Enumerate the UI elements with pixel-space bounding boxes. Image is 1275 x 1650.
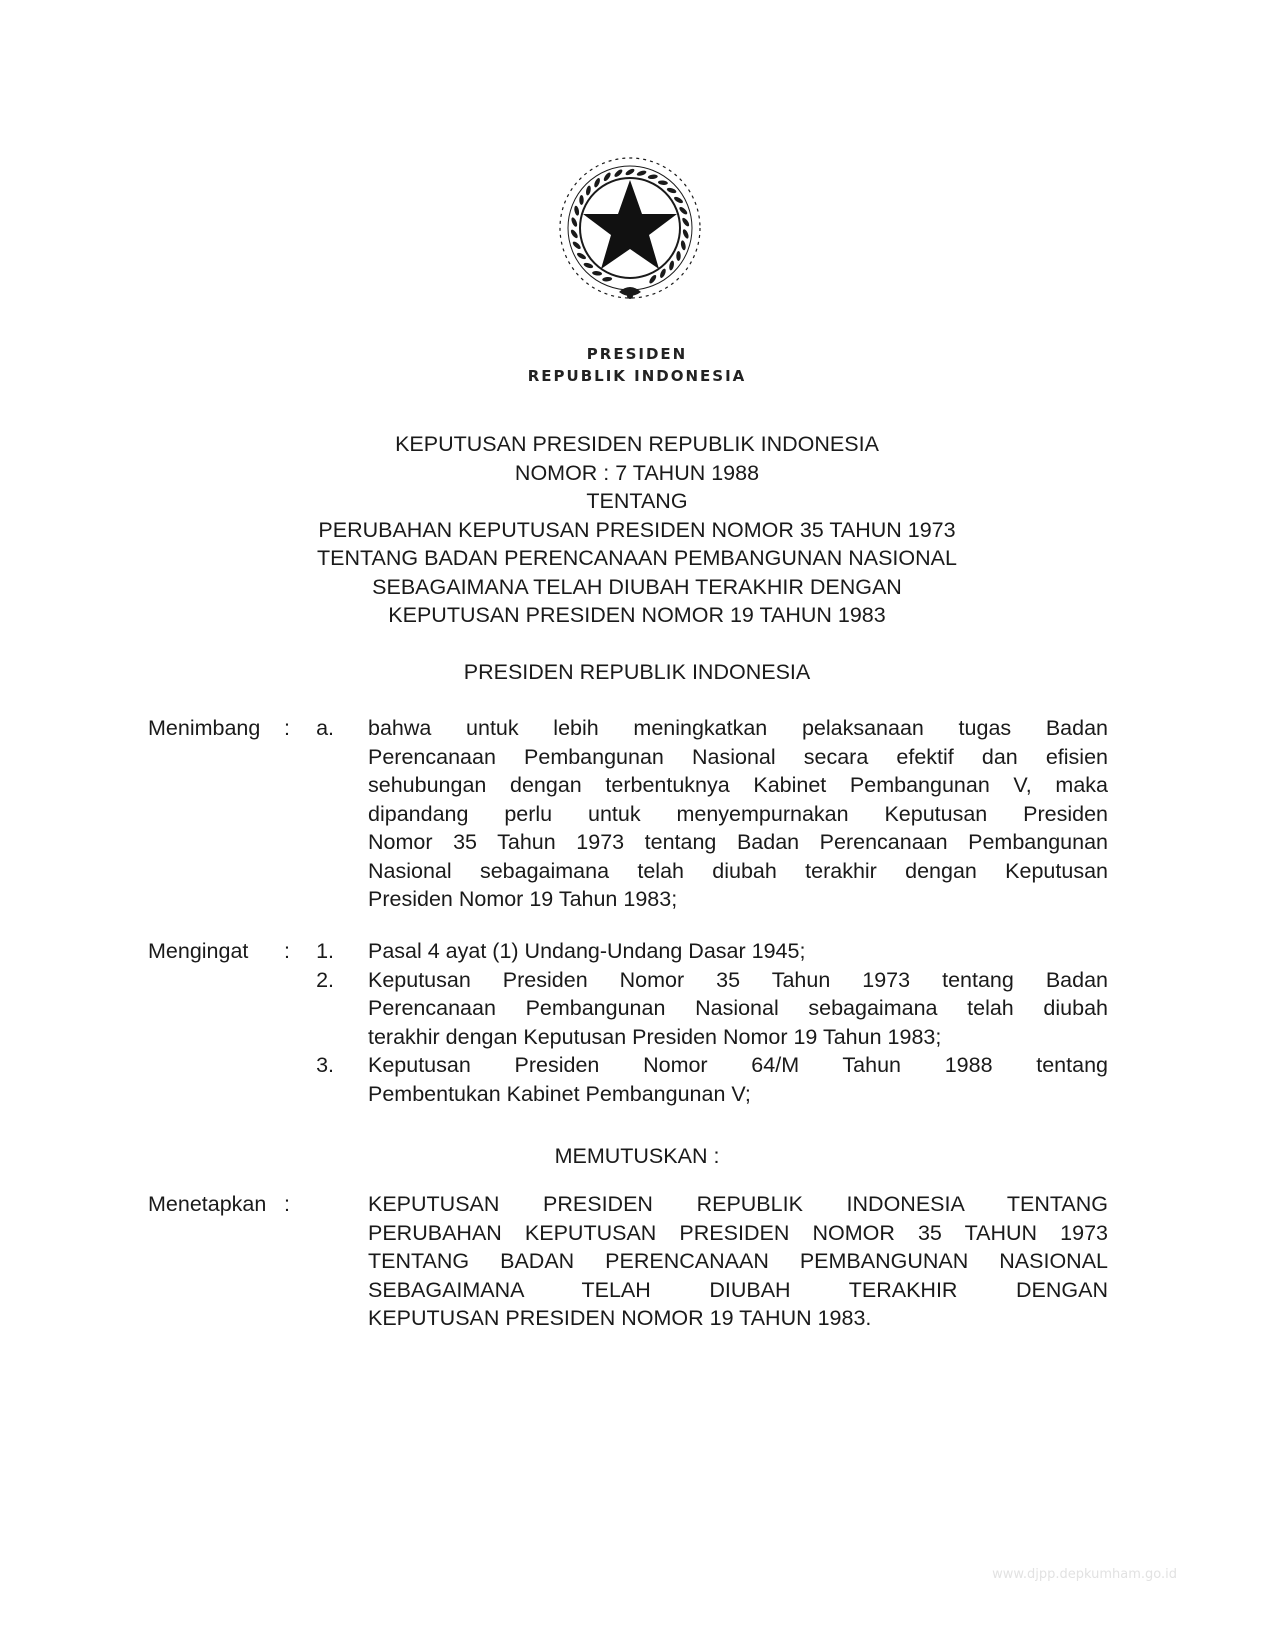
text-line: Keputusan Presiden Nomor 35 Tahun 1973 tentang Badan <box>368 967 1108 992</box>
wreath-leaf <box>572 240 582 250</box>
title-line: SEBAGAIMANA TELAH DIUBAH TERAKHIR DENGAN <box>372 574 902 599</box>
section-colon: : <box>284 1192 290 1216</box>
menetapkan-section <box>148 1190 1113 1333</box>
title-line: PERUBAHAN KEPUTUSAN PRESIDEN NOMOR 35 TAHUN 1973 <box>318 517 956 542</box>
menetapkan-item <box>148 1190 1113 1333</box>
wreath-leaf <box>682 228 690 239</box>
star-icon <box>583 180 677 269</box>
section-label: Mengingat <box>148 939 249 963</box>
text-line: Nasional sebagaimana telah diubah terakhir dengan Keputusan <box>368 858 1108 883</box>
mengingat-item-1 <box>148 937 1113 966</box>
text-line: Nomor 35 Tahun 1973 tentang Badan Perencanaan Pembangunan <box>368 830 1108 854</box>
decide-heading: MEMUTUSKAN : <box>554 1144 720 1168</box>
wreath-leaf <box>648 174 658 179</box>
title-line: TENTANG BADAN PERENCANAAN PEMBANGUNAN NASIONAL <box>317 546 957 570</box>
wreath-leaf <box>676 251 680 261</box>
wreath-leaf <box>613 168 623 178</box>
section-label: Menetapkan <box>148 1192 267 1216</box>
title-line: TENTANG <box>586 489 688 513</box>
text-line: SEBAGAIMANA TELAH DIUBAH TERAKHIR DENGAN <box>368 1277 1108 1302</box>
emblem-caption-title: PRESIDEN <box>586 345 688 363</box>
title-line: NOMOR : 7 TAHUN 1988 <box>514 460 760 485</box>
president-heading: PRESIDEN REPUBLIK INDONESIA <box>463 660 811 684</box>
section-colon: : <box>284 716 290 740</box>
emblem-caption-country: REPUBLIK INDONESIA <box>527 367 747 385</box>
wreath-leaf <box>681 217 690 228</box>
text-line: KEPUTUSAN PRESIDEN REPUBLIK INDONESIA TENTANG <box>368 1192 1108 1216</box>
wreath-leaf <box>658 180 668 185</box>
wreath-leaf <box>579 195 583 205</box>
mengingat-item-2 <box>148 966 1113 1052</box>
item-text <box>368 937 1108 966</box>
text-line: bahwa untuk lebih meningkatkan pelaksanaan tugas Badan <box>368 716 1108 740</box>
wreath-leaf <box>602 171 611 182</box>
wreath-leaf <box>585 185 591 196</box>
item-text <box>368 1051 1108 1108</box>
item-number: a. <box>316 716 334 740</box>
mengingat-section <box>148 937 1113 1108</box>
text-line: PERUBAHAN KEPUTUSAN PRESIDEN NOMOR 35 TAHUN 1973 <box>368 1220 1108 1245</box>
text-line: Keputusan Presiden Nomor 64/M Tahun 1988 tentang <box>368 1053 1108 1077</box>
wreath-leaf <box>625 168 636 177</box>
text-line: Perencanaan Pembangunan Nasional secara efektif dan efisien <box>368 744 1108 769</box>
source-watermark: www.djpp.depkumham.go.id <box>992 1567 1177 1582</box>
mengingat-item-3 <box>148 1051 1113 1108</box>
wreath-leaf <box>574 205 580 216</box>
item-number: 3. <box>316 1053 334 1077</box>
item-text <box>368 966 1108 1052</box>
item-number: 2. <box>316 967 334 992</box>
section-colon: : <box>284 939 290 963</box>
wreath-leaf <box>592 271 602 276</box>
wreath-leaf <box>678 206 688 216</box>
title-line: KEPUTUSAN PRESIDEN REPUBLIK INDONESIA <box>395 432 879 456</box>
item-text <box>368 1190 1108 1333</box>
star-wreath-emblem <box>549 152 711 314</box>
text-line: dipandang perlu untuk menyempurnakan Keputusan Presiden <box>368 801 1108 826</box>
text-line: Presiden Nomor 19 Tahun 1983; <box>368 887 678 911</box>
section-label: Menimbang <box>148 716 261 740</box>
wreath-leaf <box>648 274 657 285</box>
title-line: KEPUTUSAN PRESIDEN NOMOR 19 TAHUN 1983 <box>388 603 886 627</box>
text-line: TENTANG BADAN PERENCANAAN PEMBANGUNAN NASIONAL <box>368 1249 1108 1273</box>
text-line: Perencanaan Pembangunan Nasional sebagaimana telah diubah <box>368 996 1108 1020</box>
wreath-leaf <box>593 177 601 188</box>
wreath-leaf <box>583 262 594 269</box>
wreath-leaf <box>570 217 578 228</box>
menimbang-section <box>148 714 1113 914</box>
document-title <box>137 430 1137 630</box>
wreath-leaf <box>666 187 677 194</box>
wreath-leaf <box>602 276 612 281</box>
wreath-leaf <box>636 170 647 177</box>
wreath-leaf <box>570 229 579 240</box>
wreath-leaf <box>668 260 674 271</box>
text-line: Pasal 4 ayat (1) Undang-Undang Dasar 1945; <box>368 939 806 963</box>
text-line: Pembentukan Kabinet Pembangunan V; <box>368 1081 751 1106</box>
item-text <box>368 714 1108 914</box>
menimbang-item-a <box>148 714 1113 914</box>
text-line: sehubungan dengan terbentuknya Kabinet Pembangunan V, maka <box>368 773 1108 797</box>
wreath-leaf <box>673 196 684 205</box>
wreath-leaf <box>576 252 587 261</box>
text-line: terakhir dengan Keputusan Presiden Nomor 19 Tahun 1983; <box>368 1024 942 1049</box>
wreath-leaf <box>659 268 667 279</box>
wreath-leaf <box>680 240 686 251</box>
item-number: 1. <box>316 939 334 963</box>
text-line: KEPUTUSAN PRESIDEN NOMOR 19 TAHUN 1983. <box>368 1306 872 1330</box>
